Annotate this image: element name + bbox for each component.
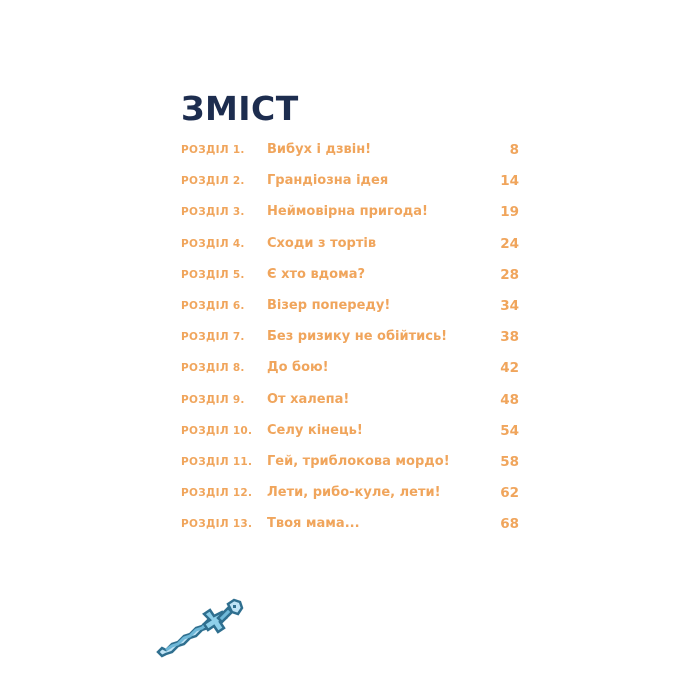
chapter-title: Без ризику не обійтись!: [267, 329, 448, 345]
chapter-page: 28: [500, 266, 519, 283]
toc-row: [181, 234, 521, 265]
chapter-number: РОЗДІЛ 2.: [181, 175, 245, 188]
chapter-number: РОЗДІЛ 12.: [181, 487, 253, 500]
toc-row: [181, 327, 521, 358]
chapter-number: РОЗДІЛ 7.: [181, 331, 245, 344]
chapter-number: РОЗДІЛ 6.: [181, 299, 245, 312]
chapter-page: 24: [500, 235, 519, 252]
page-title: ЗМІСТ: [181, 89, 299, 129]
chapter-number: РОЗДІЛ 13.: [181, 518, 253, 531]
toc-row: [181, 358, 521, 389]
toc-row: [181, 140, 521, 171]
toc-row: [181, 483, 521, 514]
toc-row: [181, 171, 521, 202]
toc-row: [181, 514, 521, 545]
chapter-title: Твоя мама...: [267, 516, 360, 532]
chapter-title: Візер попереду!: [267, 297, 391, 313]
chapter-page: 8: [509, 142, 519, 158]
diamond-sword-icon: [148, 594, 250, 658]
chapter-title: Сходи з тортів: [267, 235, 377, 251]
chapter-number: РОЗДІЛ 10.: [181, 424, 253, 437]
chapter-number: РОЗДІЛ 9.: [181, 393, 245, 406]
chapter-number: РОЗДІЛ 3.: [181, 206, 245, 219]
toc-row: [181, 452, 521, 483]
chapter-title: Грандіозна ідея: [267, 173, 389, 189]
chapter-page: 68: [500, 516, 519, 533]
toc-row: [181, 202, 521, 233]
chapter-number: РОЗДІЛ 8.: [181, 362, 245, 375]
chapter-page: 42: [500, 360, 519, 377]
chapter-number: РОЗДІЛ 4.: [181, 237, 245, 250]
chapter-page: 19: [500, 204, 519, 221]
toc-row: [181, 265, 521, 296]
table-of-contents: [181, 140, 521, 545]
chapter-number: РОЗДІЛ 5.: [181, 268, 245, 281]
chapter-title: Лети, рибо-куле, лети!: [267, 485, 441, 501]
toc-row: [181, 296, 521, 327]
chapter-page: 48: [500, 391, 519, 408]
chapter-title: Неймовірна пригода!: [267, 204, 428, 220]
chapter-title: Селу кінець!: [267, 422, 363, 438]
chapter-page: 34: [500, 297, 519, 314]
chapter-title: До бою!: [267, 360, 329, 376]
toc-row: [181, 421, 521, 452]
chapter-page: 62: [500, 485, 519, 502]
chapter-title: Вибух і дзвін!: [267, 142, 372, 157]
chapter-page: 54: [500, 422, 519, 439]
chapter-number: РОЗДІЛ 1.: [181, 144, 245, 156]
chapter-page: 38: [500, 329, 519, 346]
chapter-title: Гей, триблокова мордо!: [267, 453, 450, 469]
chapter-title: Є хто вдома?: [267, 266, 366, 282]
chapter-title: От халепа!: [267, 391, 350, 407]
chapter-number: РОЗДІЛ 11.: [181, 455, 253, 468]
chapter-page: 58: [500, 453, 519, 470]
toc-row: [181, 390, 521, 421]
chapter-page: 14: [500, 173, 519, 190]
